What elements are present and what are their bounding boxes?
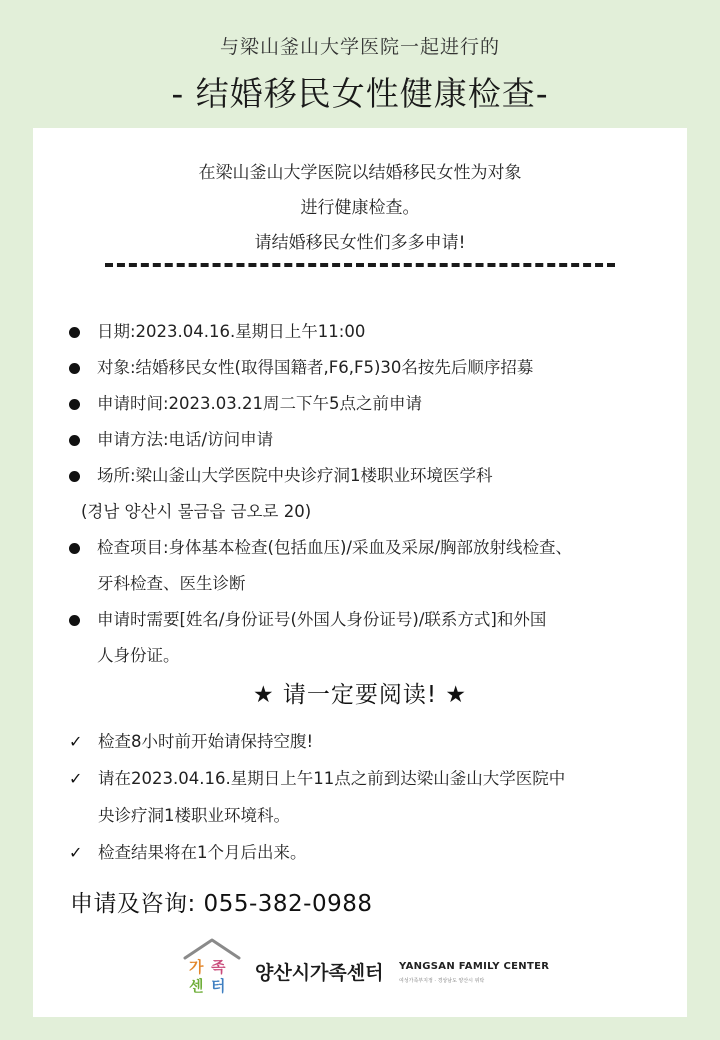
notice-item-arrival [67,760,682,834]
header-subtitle: 与梁山釜山大学医院一起进行的 [219,36,500,58]
exam-items-line-1: 检查项目:身体基本检查(包括血压)/采血及采尿/胸部放射线检查、 [97,538,573,557]
svg-text:족: 족 [211,958,226,976]
must-read-heading: ★ 请一定要阅读! ★ [252,682,468,708]
svg-text:가: 가 [189,958,204,976]
list-item-date [67,314,682,350]
address-text: (경남 양산시 물금읍 금오로 20) [81,502,312,521]
exam-items-line-2: 牙科检查、医生诊断 [97,574,246,593]
check-icon: ✓ [69,769,83,788]
list-item-exam-items [67,530,682,602]
svg-text:센: 센 [189,977,204,995]
intro-text [33,156,687,261]
arrival-line-1: 请在2023.04.16.星期日上午11点之前到达梁山釜山大学医院中 [98,769,566,788]
apply-method-text: 申请方法:电话/访问申请 [97,430,274,449]
date-text: 日期:2023.04.16.星期日上午11:00 [97,322,366,341]
intro-line-1: 在梁山釜山大学医院以结婚移民女性为对象 [198,163,522,183]
fasting-text: 检查8小时前开始请保持空腹! [98,732,314,751]
target-text: 对象:结婚移民女性(取得国籍者,F6,F5)30名按先后顺序招募 [97,358,534,377]
bullet-icon [69,543,80,554]
bullet-icon [69,615,80,626]
result-text: 检查结果将在1个月后出来。 [98,843,307,862]
check-icon: ✓ [69,732,83,751]
bullet-icon [69,471,80,482]
list-item-apply-time [67,386,682,422]
family-center-logo-icon [181,936,243,996]
notice-list [67,723,682,871]
notice-item-result [67,834,682,871]
info-list [67,314,682,674]
list-item-documents [67,602,682,674]
arrival-line-2: 央诊疗洞1楼职业环境科。 [98,806,290,825]
bullet-icon [69,327,80,338]
center-name: 양산시가족센터 [255,962,384,984]
contact-phone: 申请及咨询: 055-382-0988 [70,891,373,917]
check-icon: ✓ [69,843,83,862]
place-text: 场所:梁山釜山大学医院中央诊疗洞1楼职业环境医学科 [97,466,493,485]
list-item-place [67,458,682,530]
footer-logo-block [181,936,561,996]
dashed-divider [105,263,615,267]
list-item-target [67,350,682,386]
bullet-icon [69,363,80,374]
documents-line-2: 人身份证。 [97,646,180,665]
content-card [33,128,687,1017]
intro-line-3: 请结婚移民女性们多多申请! [254,233,466,253]
center-english-name: YANGSAN FAMILY CENTER [399,961,550,972]
page-title: - 结婚移民女性健康检查- [171,74,549,113]
documents-line-1: 申请时需要[姓名/身份证号(外国人身份证号)/联系方式]和外国 [97,610,547,629]
list-item-apply-method [67,422,682,458]
bullet-icon [69,399,80,410]
apply-time-text: 申请时间:2023.03.21周二下午5点之前申请 [97,394,423,413]
center-subtext: 여성가족부지정 · 경상남도 양산시 위탁 [399,978,485,984]
bullet-icon [69,435,80,446]
intro-line-2: 进行健康检查。 [300,198,420,218]
svg-text:터: 터 [211,977,226,995]
notice-item-fasting [67,723,682,760]
